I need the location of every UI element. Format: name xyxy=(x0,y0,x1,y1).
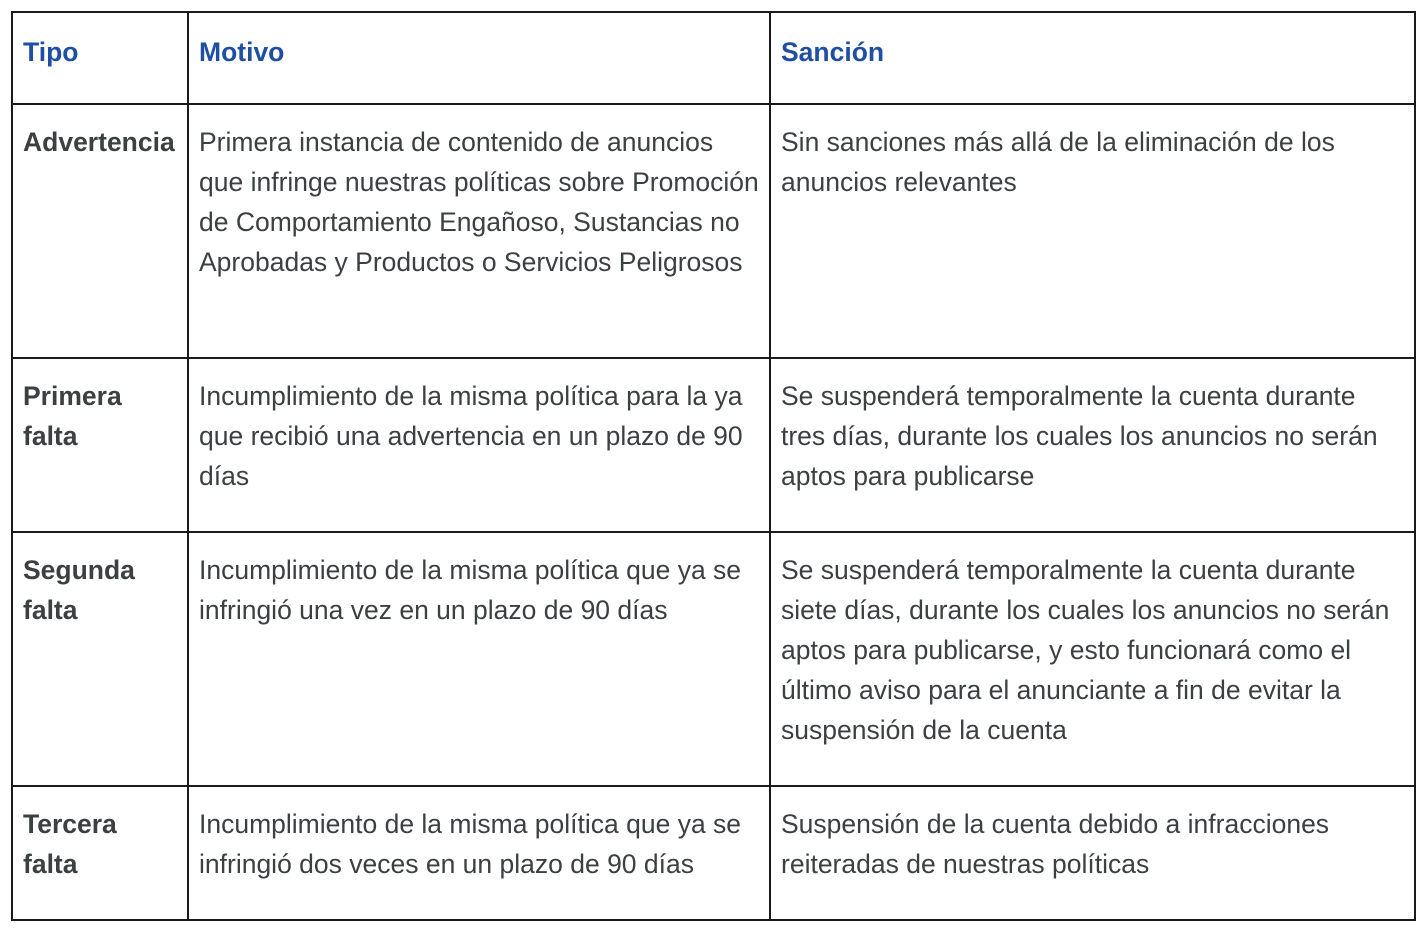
table-row xyxy=(12,786,1415,920)
cell-tipo: Segunda falta xyxy=(12,532,188,786)
cell-tipo: Advertencia xyxy=(12,104,188,358)
cell-sancion: Suspensión de la cuenta debido a infracciones reiteradas de nuestras políticas xyxy=(770,786,1415,920)
table-row xyxy=(12,358,1415,532)
column-header-motivo: Motivo xyxy=(188,12,770,104)
cell-sancion: Sin sanciones más allá de la eliminación de los anuncios relevantes xyxy=(770,104,1415,358)
cell-tipo: Primera falta xyxy=(12,358,188,532)
cell-motivo: Primera instancia de contenido de anuncios que infringe nuestras políticas sobre Promoción de Comportamiento Engañoso, Sustancias no Aprobadas y Productos o Servicios Peligrosos xyxy=(188,104,770,358)
table-row xyxy=(12,532,1415,786)
penalties-table xyxy=(11,11,1416,921)
cell-motivo: Incumplimiento de la misma política que ya se infringió una vez en un plazo de 90 días xyxy=(188,532,770,786)
table-header-row xyxy=(12,12,1415,104)
column-header-sancion: Sanción xyxy=(770,12,1415,104)
cell-sancion: Se suspenderá temporalmente la cuenta durante tres días, durante los cuales los anuncios no serán aptos para publicarse xyxy=(770,358,1415,532)
cell-motivo: Incumplimiento de la misma política que ya se infringió dos veces en un plazo de 90 días xyxy=(188,786,770,920)
column-header-tipo: Tipo xyxy=(12,12,188,104)
cell-motivo: Incumplimiento de la misma política para la ya que recibió una advertencia en un plazo de 90 días xyxy=(188,358,770,532)
cell-sancion: Se suspenderá temporalmente la cuenta durante siete días, durante los cuales los anuncios no serán aptos para publicarse, y esto funcionará como el último aviso para el anunciante a fin de evitar la suspensión de la cuenta xyxy=(770,532,1415,786)
table-row xyxy=(12,104,1415,358)
cell-tipo: Tercera falta xyxy=(12,786,188,920)
